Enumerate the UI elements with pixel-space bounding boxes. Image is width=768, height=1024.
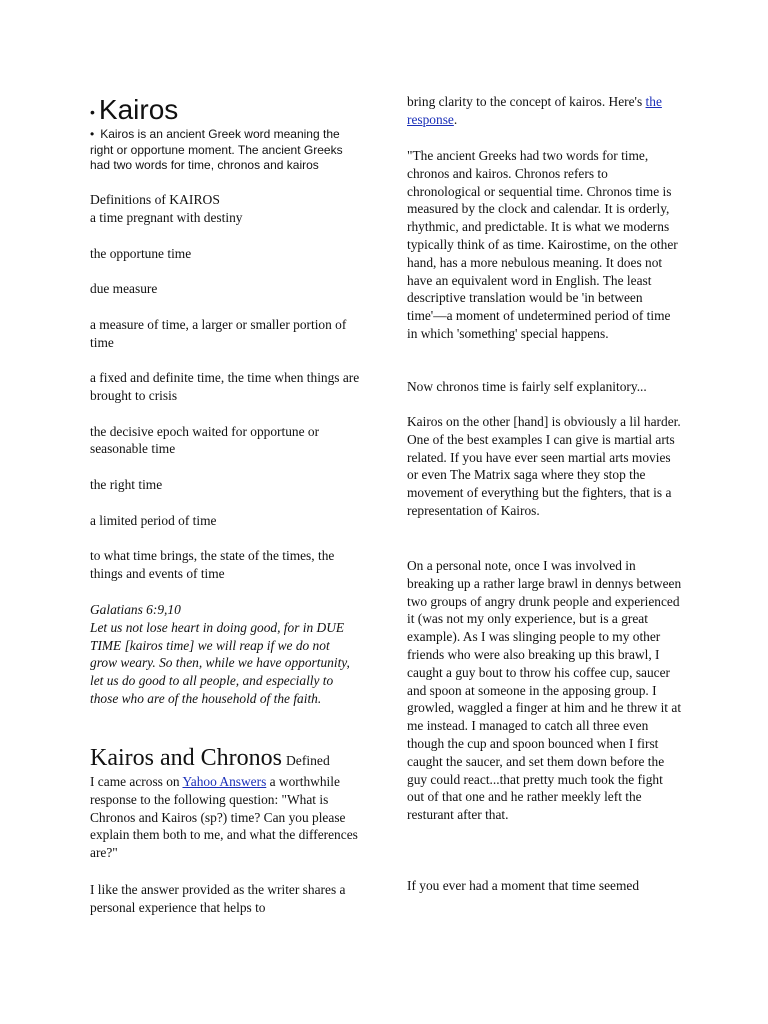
response-intro-paragraph (407, 93, 682, 129)
bullet-icon: • (90, 127, 95, 141)
bullet-icon: • (90, 103, 95, 120)
kairos-example-paragraph: Kairos on the other [hand] is obviously a lil harder. One of the best examples I can give is martial arts related. If you have ever seen martial arts movies or even The Matrix saga where they stop the movement of everything but the fighters, that is a representation of Kairos. (407, 414, 681, 518)
yahoo-answers-link[interactable]: Yahoo Answers (182, 774, 267, 789)
definition-item: the right time (90, 476, 163, 492)
paragraph-text: bring clarity to the concept of kairos. Here's (407, 94, 646, 109)
verse-text-start: Let us not lose heart in doing good, for in (90, 619, 317, 635)
personal-note-paragraph: On a personal note, once I was involved in breaking up a rather large brawl in dennys between two groups of angry drunk people and experienced it (was not my only experience, but is a great example). As I was slinging people to my other friends who were also breaking up this brawl, I caught a guy bout to throw his coffee cup, saucer and spoon at someone in the apposing group. I growled, waggled a finger at him and he threw it at me instead. I managed to catch all three even though the cup and spoon bounced when I first caught the saucer, and set them down before the guy could react...that pretty much took the fight out of that one and he rather meekly left the resturant after that. (407, 558, 682, 823)
verse-text-end: we will reap if we do not grow weary. So then, while we have opportunity, let us do good to all people, and especially to those who are of the household of the faith. (90, 637, 350, 706)
definition-item: due measure (90, 281, 158, 297)
verse-text (90, 619, 350, 708)
definition-item: the decisive epoch waited for opportune or seasonable time (90, 423, 320, 457)
definition-item: the opportune time (90, 245, 192, 261)
section-heading-title: Kairos and Chronos (90, 745, 282, 771)
definitions-title: Definitions of KAIROS (90, 192, 220, 207)
verse-reference: Galatians 6:9,10 (90, 602, 181, 617)
bible-verse (90, 601, 350, 708)
closing-paragraph: If you ever had a moment that time seemed (407, 878, 640, 893)
definition-item: a measure of time, a larger or smaller portion of time (90, 316, 347, 350)
verse-emphasis: DUE TIME [kairos time] (90, 619, 345, 653)
response-link[interactable]: the response (407, 94, 662, 127)
paragraph-text: I came across on (90, 774, 183, 789)
page-title (90, 93, 178, 129)
greek-time-paragraph: "The ancient Greeks had two words for time, chronos and kairos. Chronos refers to chronological or sequential time. Chronos time is measured by the clock and calendar. It is orderly, rhythmic, and predictable. It is what we moderns typically think of as time. Kairostime, on the other hand, has a more nebulous meaning. It does not have an equivalent word in English. The least descriptive translation would be 'in between time'—a moment of undetermined period of time in which 'something' special happens. (407, 148, 678, 341)
intro-bullet (90, 127, 362, 174)
definition-item: to what time brings, the state of the times, the things and events of time (90, 548, 335, 581)
yahoo-paragraph (90, 773, 358, 862)
paragraph-text: a worthwhile response to the following question: "What is Chronos and Kairos (sp?) time? Can you please explain them both to me, and what the differences are?" (90, 774, 358, 861)
definition-item: a fixed and definite time, the time when things are brought to crisis (90, 370, 360, 403)
chronos-paragraph: Now chronos time is fairly self explanitory... (407, 379, 647, 394)
section-heading-suffix: Defined (285, 753, 330, 768)
definitions-list (90, 209, 362, 601)
answer-intro-paragraph: I like the answer provided as the writer shares a personal experience that helps to (90, 882, 346, 915)
page-title-text: Kairos (98, 94, 179, 125)
paragraph-text: . (453, 111, 458, 127)
intro-text: Kairos is an ancient Greek word meaning the right or opportune moment. The ancient Greeks had two words for time, chronos and kairos (90, 127, 343, 172)
definition-item: a limited period of time (90, 512, 217, 528)
definition-item: a time pregnant with destiny (90, 210, 243, 225)
section-heading (90, 744, 330, 772)
